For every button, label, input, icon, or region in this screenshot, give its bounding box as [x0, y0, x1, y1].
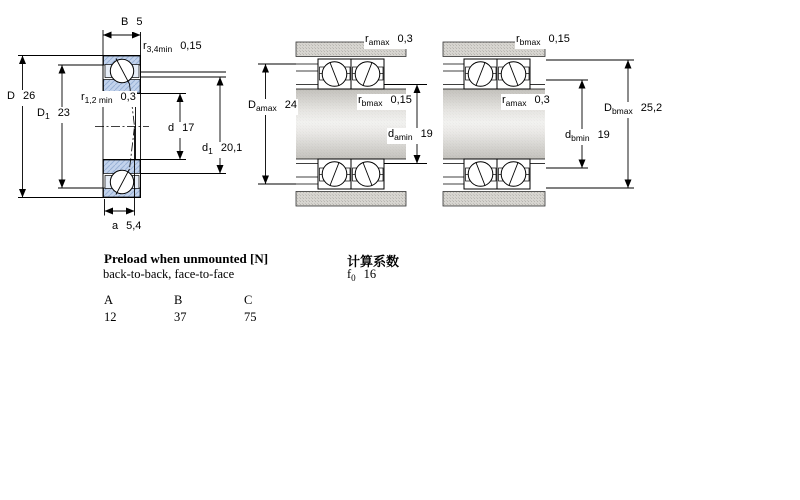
- dim-label-dbmin: $d_{bmin}$ 19: [565, 129, 610, 143]
- dim-label-a: a 5,4: [111, 220, 142, 236]
- dim-label-d1: $d_1$ 20,1: [202, 142, 243, 156]
- dim-label-Damax: $D_{amax}$ 24: [248, 99, 297, 113]
- left-top-ring-section: [103, 56, 141, 94]
- preload-column-A: A: [104, 293, 114, 307]
- dim-label-D: D 26: [6, 90, 36, 106]
- dim-label-damin: $d_{amin}$ 19: [388, 128, 433, 142]
- housing-bottom: [443, 192, 545, 207]
- dim-label-ramax-right: $r_{amax}$ 0,3: [502, 94, 550, 108]
- figure-middle-mounting: [296, 42, 406, 206]
- dim-label-d: d 17: [167, 122, 195, 138]
- dim-label-r34min: $r_{3,4min}$ 0,15: [143, 40, 202, 54]
- dim-label-Dbmax: $D_{bmax}$ 25,2: [604, 102, 663, 116]
- figure-right-mounting: [443, 42, 545, 206]
- ball-bottom: [110, 170, 133, 193]
- preload-value-C: 75: [244, 310, 257, 324]
- preload-column-B: B: [174, 293, 183, 307]
- preload-value-B: 37: [174, 310, 187, 324]
- dim-label-rbmax-right: $r_{bmax}$ 0,15: [516, 33, 570, 47]
- bearing-pair-top: [464, 59, 530, 89]
- preload-title: Preload when unmounted [N]: [104, 251, 269, 266]
- ball-top: [110, 59, 133, 82]
- bearing-pair-bottom: [464, 159, 530, 189]
- preload-value-A: 12: [104, 310, 117, 324]
- preload-subtitle: back-to-back, face-to-face: [103, 267, 235, 281]
- preload-column-C: C: [244, 293, 253, 307]
- housing-bottom: [296, 192, 406, 207]
- calculation-factors-title: 计算系数: [347, 254, 400, 269]
- dim-label-r12min: $r_{1,2 min}$ 0,3: [81, 91, 136, 105]
- dim-label-rbmax-middle: $r_{bmax}$ 0,15: [358, 94, 412, 108]
- bearing-pair-top: [318, 59, 384, 89]
- dimensions-right-figure: [546, 60, 634, 188]
- dim-label-ramax-middle: $r_{amax}$ 0,3: [365, 33, 413, 47]
- calculation-factor-f0: $f_0$ 16: [347, 267, 377, 283]
- bearing-pair-bottom: [318, 159, 384, 189]
- dim-label-B: B 5: [120, 16, 143, 32]
- dim-label-D1: $D_1$ 23: [37, 107, 70, 121]
